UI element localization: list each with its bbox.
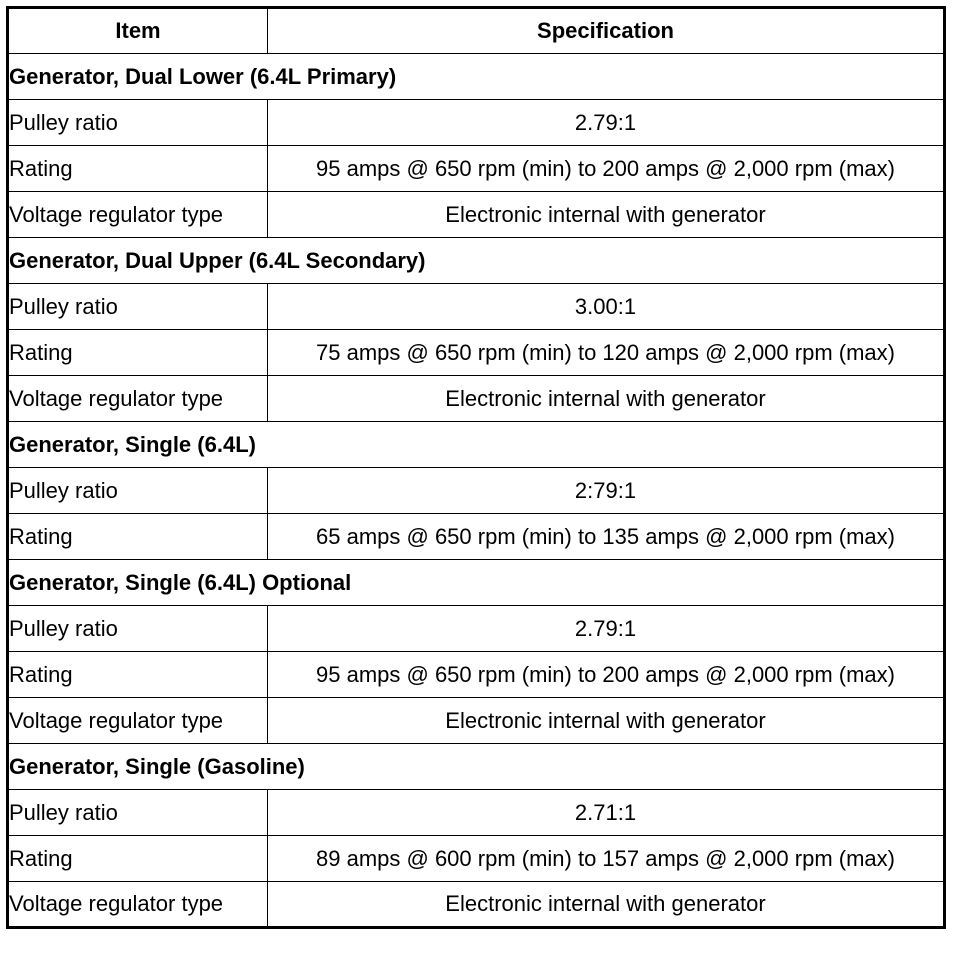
spec-cell: 65 amps @ 650 rpm (min) to 135 amps @ 2,000 rpm (max) — [268, 514, 945, 560]
table-row — [8, 468, 945, 514]
table-row — [8, 100, 945, 146]
item-cell: Pulley ratio — [8, 100, 268, 146]
item-cell: Pulley ratio — [8, 284, 268, 330]
spec-cell: 95 amps @ 650 rpm (min) to 200 amps @ 2,000 rpm (max) — [268, 146, 945, 192]
section-row — [8, 744, 945, 790]
table-row — [8, 514, 945, 560]
table-row — [8, 376, 945, 422]
table-row — [8, 698, 945, 744]
table-row — [8, 192, 945, 238]
section-row — [8, 560, 945, 606]
item-cell: Rating — [8, 836, 268, 882]
spec-cell: 2.79:1 — [268, 100, 945, 146]
header-item: Item — [8, 8, 268, 54]
section-title: Generator, Single (6.4L) Optional — [8, 560, 945, 606]
item-cell: Pulley ratio — [8, 606, 268, 652]
item-cell: Voltage regulator type — [8, 698, 268, 744]
table-row — [8, 606, 945, 652]
spec-cell: 2.79:1 — [268, 606, 945, 652]
specification-table — [6, 6, 946, 929]
item-cell: Rating — [8, 330, 268, 376]
section-title: Generator, Dual Upper (6.4L Secondary) — [8, 238, 945, 284]
header-specification: Specification — [268, 8, 945, 54]
spec-cell: Electronic internal with generator — [268, 882, 945, 928]
spec-cell: Electronic internal with generator — [268, 698, 945, 744]
spec-cell: 2.71:1 — [268, 790, 945, 836]
spec-cell: Electronic internal with generator — [268, 192, 945, 238]
item-cell: Rating — [8, 514, 268, 560]
item-cell: Voltage regulator type — [8, 192, 268, 238]
item-cell: Rating — [8, 652, 268, 698]
section-title: Generator, Dual Lower (6.4L Primary) — [8, 54, 945, 100]
table-row — [8, 146, 945, 192]
item-cell: Voltage regulator type — [8, 376, 268, 422]
spec-cell: 75 amps @ 650 rpm (min) to 120 amps @ 2,000 rpm (max) — [268, 330, 945, 376]
item-cell: Pulley ratio — [8, 468, 268, 514]
spec-cell: Electronic internal with generator — [268, 376, 945, 422]
item-cell: Voltage regulator type — [8, 882, 268, 928]
spec-cell: 3.00:1 — [268, 284, 945, 330]
table-row — [8, 836, 945, 882]
section-title: Generator, Single (Gasoline) — [8, 744, 945, 790]
spec-cell: 2:79:1 — [268, 468, 945, 514]
item-cell: Pulley ratio — [8, 790, 268, 836]
table-row — [8, 284, 945, 330]
header-row — [8, 8, 945, 54]
section-row — [8, 422, 945, 468]
table-row — [8, 330, 945, 376]
item-cell: Rating — [8, 146, 268, 192]
table-row — [8, 790, 945, 836]
section-title: Generator, Single (6.4L) — [8, 422, 945, 468]
spec-cell: 95 amps @ 650 rpm (min) to 200 amps @ 2,000 rpm (max) — [268, 652, 945, 698]
table-row — [8, 652, 945, 698]
section-row — [8, 54, 945, 100]
spec-cell: 89 amps @ 600 rpm (min) to 157 amps @ 2,000 rpm (max) — [268, 836, 945, 882]
table-row — [8, 882, 945, 928]
section-row — [8, 238, 945, 284]
